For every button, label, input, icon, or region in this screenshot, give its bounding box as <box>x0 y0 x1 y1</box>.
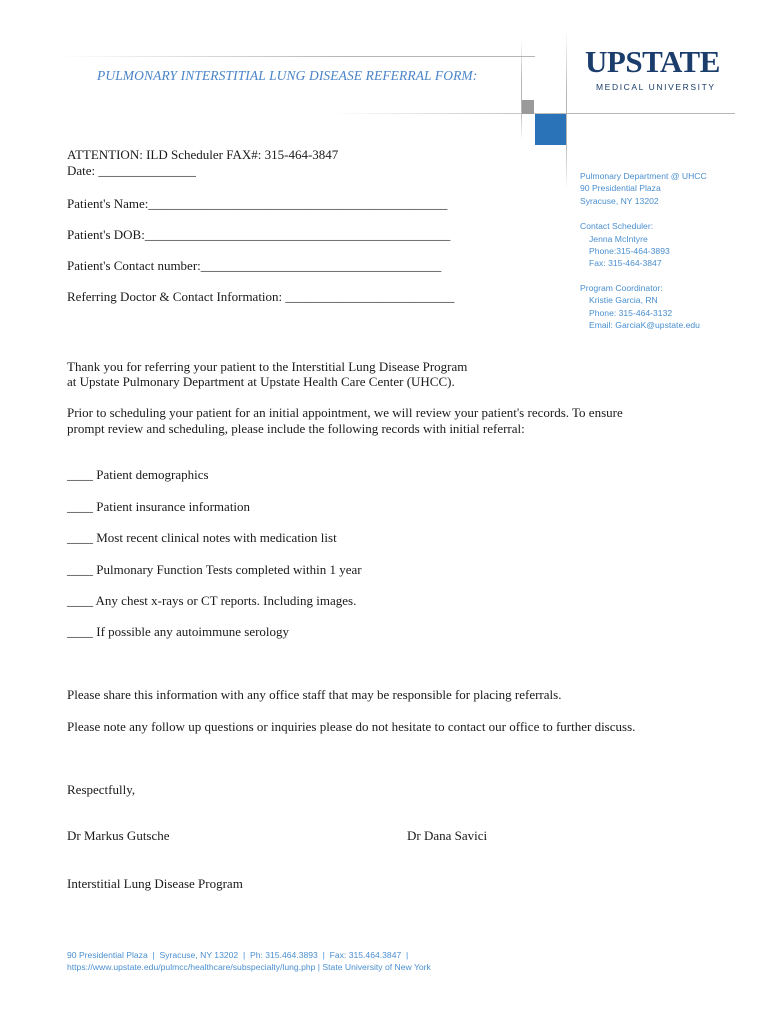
followup-note: Please note any follow up questions or inquiries please do not hesitate to contact our office to further discuss. <box>67 719 636 734</box>
checklist-item-serology[interactable]: ____ If possible any autoimmune serology <box>67 624 290 639</box>
checklist-item-demographics[interactable]: ____ Patient demographics <box>67 467 209 482</box>
program-name: Interstitial Lung Disease Program <box>67 876 243 891</box>
sidebar-address-line1: 90 Presidential Plaza <box>580 183 661 193</box>
header-divider-right <box>566 30 567 190</box>
patient-contact-field[interactable]: Patient's Contact number:_____________________________________ <box>67 258 442 273</box>
intro-line-1: Thank you for referring your patient to the Interstitial Lung Disease Program <box>67 359 468 374</box>
checklist-item-imaging[interactable]: ____ Any chest x-rays or CT reports. Including images. <box>67 593 357 608</box>
header-blue-block <box>535 114 566 145</box>
header-gray-block <box>522 100 534 114</box>
signature-doctor-2: Dr Dana Savici <box>407 828 488 843</box>
sidebar-scheduler-phone: Phone:315-464-3893 <box>589 246 670 256</box>
sidebar-scheduler-fax: Fax: 315-464-3847 <box>589 258 662 268</box>
sidebar-coordinator-label: Program Coordinator: <box>580 283 663 293</box>
referring-doctor-field[interactable]: Referring Doctor & Contact Information: __________________________ <box>67 289 455 304</box>
sidebar-coordinator-email[interactable]: Email: GarciaK@upstate.edu <box>589 320 700 330</box>
checklist-item-insurance[interactable]: ____ Patient insurance information <box>67 499 251 514</box>
form-title: PULMONARY INTERSTITIAL LUNG DISEASE REFERRAL FORM: <box>97 68 478 83</box>
respectfully: Respectfully, <box>67 782 136 797</box>
sidebar-scheduler-name: Jenna McIntyre <box>589 234 648 244</box>
header-rule-top <box>60 56 535 57</box>
date-field[interactable]: Date: _______________ <box>67 163 196 178</box>
sidebar-scheduler-label: Contact Scheduler: <box>580 221 654 231</box>
checklist-item-clinical-notes[interactable]: ____ Most recent clinical notes with medication list <box>67 530 337 545</box>
logo-wordmark: UPSTATE <box>585 44 720 79</box>
patient-dob-field[interactable]: Patient's DOB:_______________________________________________ <box>67 227 451 242</box>
sidebar-coordinator-name: Kristie Garcia, RN <box>589 295 658 305</box>
sidebar-coordinator-phone: Phone: 315-464-3132 <box>589 308 673 318</box>
sidebar-department: Pulmonary Department @ UHCC <box>580 171 707 181</box>
intro-line-2: at Upstate Pulmonary Department at Upstate Health Care Center (UHCC). <box>67 374 455 389</box>
header-divider-left <box>521 40 522 140</box>
patient-name-field[interactable]: Patient's Name:______________________________________________ <box>67 196 448 211</box>
intro-line-3: Prior to scheduling your patient for an initial appointment, we will review your patient's records. To ensure <box>67 405 623 420</box>
logo-subtitle: MEDICAL UNIVERSITY <box>596 82 716 92</box>
footer-address: 90 Presidential Plaza | Syracuse, NY 13202 | Ph: 315.464.3893 | Fax: 315.464.3847 | <box>67 950 409 960</box>
sidebar-address-line2: Syracuse, NY 13202 <box>580 196 659 206</box>
signature-doctor-1: Dr Markus Gutsche <box>67 828 170 843</box>
checklist-item-pft[interactable]: ____ Pulmonary Function Tests completed within 1 year <box>67 562 362 577</box>
footer-url[interactable]: https://www.upstate.edu/pulmcc/healthcare/subspecialty/lung.php | State University of New York <box>67 962 431 972</box>
share-note: Please share this information with any office staff that may be responsible for placing referrals. <box>67 687 562 702</box>
intro-line-4: prompt review and scheduling, please include the following records with initial referral: <box>67 421 525 436</box>
attention-line: ATTENTION: ILD Scheduler FAX#: 315-464-3847 <box>67 147 339 162</box>
